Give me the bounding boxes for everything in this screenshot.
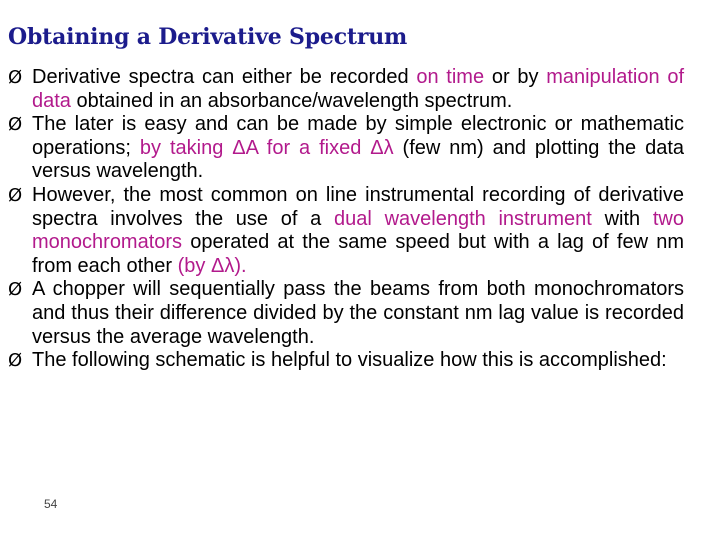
highlight-two-monochromators: two monochromators [32, 207, 684, 254]
bullet-text: However, the most common on line instrumental recording of derivative spectra involves the use of a [32, 183, 684, 230]
highlight-delta-a: by taking ΔA for a fixed Δλ [139, 136, 394, 159]
highlight-dual-wavelength: dual wavelength instrument [334, 207, 592, 230]
bullet-arrow-icon: Ø [8, 350, 23, 372]
bullet-text: with [591, 207, 653, 230]
bullet-text: obtained in an absorbance/wavelength spectrum. [70, 89, 513, 112]
bullet-item-electronic-operations [8, 113, 684, 184]
highlight-manipulation: manipulation of data [32, 66, 685, 112]
bullet-list [8, 66, 684, 373]
bullet-item-recording-methods [8, 66, 684, 113]
bullet-item-schematic [8, 349, 684, 373]
bullet-text: The later is easy and can be made by simple electronic or mathematic operations; [32, 113, 684, 159]
bullet-text: operated at the same speed but with a lag of few nm from each other [32, 231, 684, 277]
highlight-delta-lambda: (by Δλ). [177, 254, 247, 277]
slide-title: Obtaining a Derivative Spectrum [8, 24, 408, 50]
bullet-arrow-icon: Ø [8, 114, 23, 136]
bullet-item-dual-wavelength [8, 184, 684, 278]
bullet-arrow-icon: Ø [8, 67, 23, 88]
bullet-arrow-icon: Ø [8, 279, 23, 301]
bullet-item-chopper [8, 278, 684, 349]
bullet-text: A chopper will sequentially pass the beams from both monochromators and thus their difference divided by the constant nm lag value is recorded versus the average wavelength. [32, 278, 684, 348]
bullet-text: or by [484, 66, 547, 88]
page-number: 54 [44, 497, 58, 511]
bullet-arrow-icon: Ø [8, 184, 23, 206]
bullet-text: Derivative spectra can either be recorded [32, 66, 417, 88]
bullet-text: The following schematic is helpful to visualize how this is accomplished: [32, 349, 667, 372]
highlight-on-time: on time [416, 66, 485, 88]
bullet-text: (few nm) and plotting the data versus wavelength. [32, 136, 685, 183]
